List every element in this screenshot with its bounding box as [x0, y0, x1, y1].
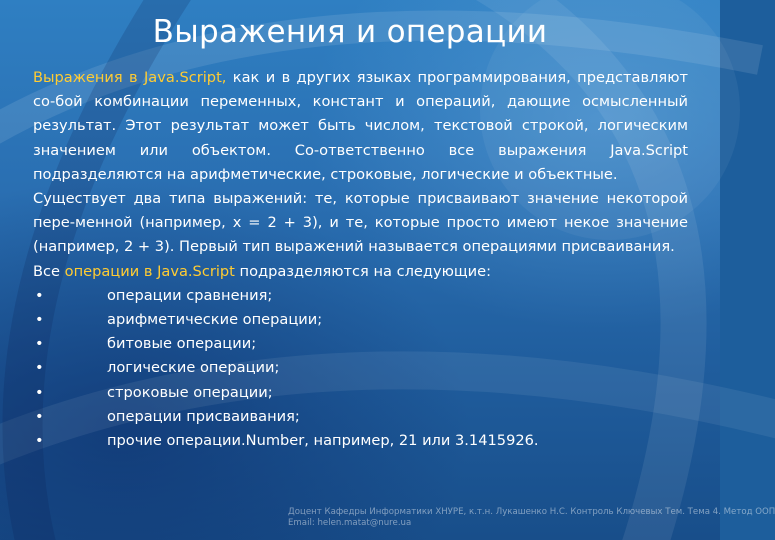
list-item-label: арифметические операции; [107, 311, 323, 329]
slide-title: Выражения и операции [152, 14, 548, 50]
list-item [33, 429, 688, 453]
paragraph-expression-types: Существует два типа выражений: те, которые присваивают значение некоторой пере-менной (например, x = 2 + 3), и те, которые просто имеют некое значение (например, 2 + 3). Первый тип выражений называется операциями присваивания. [33, 190, 688, 256]
list-item [33, 356, 688, 380]
bullet-icon: • [35, 359, 44, 377]
list-item [33, 308, 688, 332]
list-item [33, 381, 688, 405]
bullet-icon: • [35, 311, 44, 329]
highlight-expressions: Выражения в Java.Script, [33, 69, 227, 86]
paragraph-expressions-text: как и в других языках программирования, представляют со-бой комбинации переменных, констант и операций, дающие осмысленный результат. Этот результат может быть числом, текстовой строкой, логическим значением или объектом. Со-ответственно все выражения Java.Script подразделяются на арифметические, строковые, логические и объектные. [33, 69, 688, 183]
slide-footer [288, 507, 775, 528]
bullet-icon: • [35, 407, 44, 425]
slide-content [33, 66, 688, 453]
list-item-label: битовые операции; [107, 335, 257, 353]
paragraph-operations-intro [33, 260, 688, 284]
list-item-label: прочие операции.Number, например, 21 или 3.1415926. [107, 432, 539, 450]
operations-intro-before: Все [33, 262, 65, 280]
list-item-label: операции присваивания; [107, 407, 300, 425]
list-item-label: логические операции; [107, 359, 280, 377]
list-item [33, 284, 688, 308]
list-item [33, 405, 688, 429]
operations-list [33, 284, 688, 453]
list-item [33, 332, 688, 356]
highlight-operations: операции в Java.Script [64, 262, 235, 280]
paragraph-expressions [33, 66, 688, 187]
bullet-icon: • [35, 383, 44, 401]
operations-intro-after: подразделяются на следующие: [234, 262, 492, 280]
bullet-icon: • [35, 432, 44, 450]
footer-email-line: Email: helen.matat@nure.ua [288, 517, 412, 528]
list-item-label: операции сравнения; [107, 286, 273, 304]
bullet-icon: • [35, 286, 44, 304]
footer-author-line: Доцент Кафедры Информатики ХНУРЕ, к.т.н. Лукашенко Н.С. Контроль Ключевых Тем. Тема 4. Метод ООП [288, 507, 775, 517]
bullet-icon: • [35, 335, 44, 353]
list-item-label: строковые операции; [107, 383, 273, 401]
